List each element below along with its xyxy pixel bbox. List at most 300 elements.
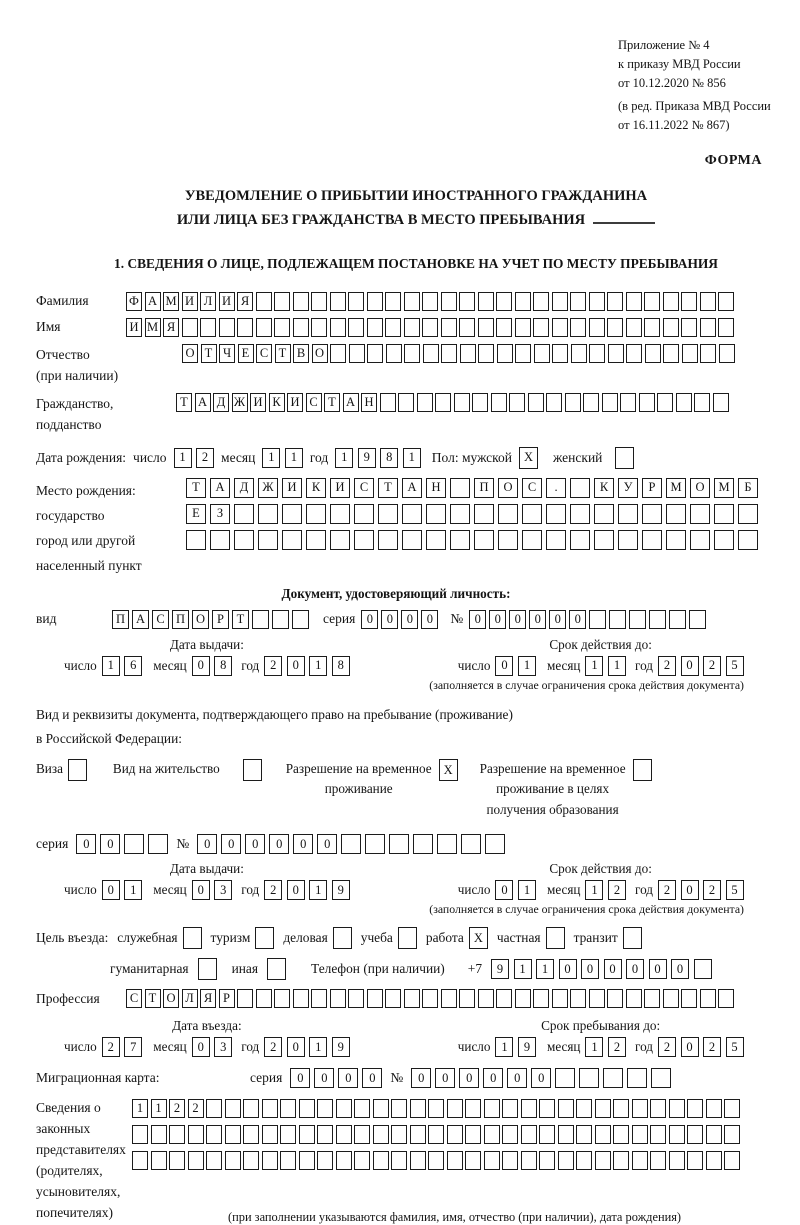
birthplace-line2-cell[interactable]	[498, 504, 518, 524]
residence-number-cell[interactable]	[389, 834, 409, 854]
birthplace-line1-cell[interactable]: Ж	[258, 478, 278, 498]
birthplace-line1-cell[interactable]: П	[474, 478, 494, 498]
stay-year-cell[interactable]: 5	[726, 1037, 744, 1057]
representatives-line3-cell[interactable]	[706, 1151, 722, 1170]
profession-cell[interactable]	[459, 989, 475, 1008]
purpose-business-checkbox-cell[interactable]	[333, 927, 352, 949]
patronymic-cell[interactable]: Т	[201, 344, 217, 363]
birthplace-line1-cell[interactable]: О	[498, 478, 518, 498]
birthplace-line3-cell[interactable]	[570, 530, 590, 550]
representatives-line2-cell[interactable]	[243, 1125, 259, 1144]
firstname-cell[interactable]	[330, 318, 346, 337]
representatives-line1-cell[interactable]	[262, 1099, 278, 1118]
birthplace-line2-cell[interactable]	[402, 504, 422, 524]
doc-number-cell[interactable]	[649, 610, 666, 629]
residence-number-cell[interactable]: 0	[197, 834, 217, 854]
migration-number-cell[interactable]: 0	[435, 1068, 455, 1088]
representatives-line1-cell[interactable]	[558, 1099, 574, 1118]
profession-cell[interactable]	[274, 989, 290, 1008]
representatives-line2-cell[interactable]	[169, 1125, 185, 1144]
representatives-line1-cell[interactable]	[280, 1099, 296, 1118]
representatives-line1-cell[interactable]	[391, 1099, 407, 1118]
entry-day-cell[interactable]: 2	[102, 1037, 120, 1057]
doc-issue-day-cell[interactable]: 1	[102, 656, 120, 676]
doc-number-cell[interactable]: 0	[469, 610, 486, 629]
citizenship-cell[interactable]	[528, 393, 544, 412]
profession-cell[interactable]	[570, 989, 586, 1008]
surname-cell[interactable]	[441, 292, 457, 311]
doc-expiry-day-cell[interactable]: 1	[518, 656, 536, 676]
firstname-cell[interactable]	[533, 318, 549, 337]
representatives-line1-cell[interactable]	[428, 1099, 444, 1118]
citizenship-cell[interactable]: Т	[324, 393, 340, 412]
firstname-cell[interactable]	[311, 318, 327, 337]
birthplace-line3-cell[interactable]	[210, 530, 230, 550]
patronymic-cell[interactable]: В	[293, 344, 309, 363]
representatives-line3-cell[interactable]	[373, 1151, 389, 1170]
representatives-line3-cell[interactable]	[169, 1151, 185, 1170]
birthplace-line2-cell[interactable]	[522, 504, 542, 524]
representatives-line1-cell[interactable]	[724, 1099, 740, 1118]
birth-year-cell[interactable]: 1	[335, 448, 353, 468]
stay-year-cell[interactable]: 0	[681, 1037, 699, 1057]
patronymic-cell[interactable]	[423, 344, 439, 363]
firstname-cell[interactable]	[496, 318, 512, 337]
doc-expiry-month-cell[interactable]: 1	[585, 656, 603, 676]
phone-number-cell[interactable]: 0	[559, 959, 577, 979]
patronymic-cell[interactable]: Т	[275, 344, 291, 363]
doc-expiry-year-cell[interactable]: 2	[658, 656, 676, 676]
birth-day-cell[interactable]: 2	[196, 448, 214, 468]
representatives-line1-cell[interactable]	[299, 1099, 315, 1118]
profession-cell[interactable]: С	[126, 989, 142, 1008]
representatives-line3-cell[interactable]	[225, 1151, 241, 1170]
migration-series-cell[interactable]: 0	[338, 1068, 358, 1088]
firstname-cell[interactable]	[404, 318, 420, 337]
birthplace-line3-cell[interactable]	[522, 530, 542, 550]
surname-cell[interactable]	[459, 292, 475, 311]
representatives-line3-cell[interactable]	[317, 1151, 333, 1170]
citizenship-cell[interactable]	[454, 393, 470, 412]
phone-number-cell[interactable]: 1	[536, 959, 554, 979]
firstname-cell[interactable]	[459, 318, 475, 337]
doc-number-cell[interactable]	[669, 610, 686, 629]
representatives-line1-cell[interactable]	[484, 1099, 500, 1118]
firstname-cell[interactable]	[256, 318, 272, 337]
birthplace-line3-cell[interactable]	[666, 530, 686, 550]
surname-cell[interactable]	[626, 292, 642, 311]
profession-cell[interactable]	[681, 989, 697, 1008]
birthplace-line1-cell[interactable]: Н	[426, 478, 446, 498]
patronymic-cell[interactable]	[441, 344, 457, 363]
surname-cell[interactable]: А	[145, 292, 161, 311]
representatives-line2-cell[interactable]	[539, 1125, 555, 1144]
surname-cell[interactable]	[274, 292, 290, 311]
residence-expiry-day-cell[interactable]: 0	[495, 880, 513, 900]
representatives-line1-cell[interactable]	[650, 1099, 666, 1118]
citizenship-cell[interactable]: Н	[361, 393, 377, 412]
firstname-cell[interactable]: М	[145, 318, 161, 337]
firstname-cell[interactable]	[552, 318, 568, 337]
birthplace-line1-cell[interactable]	[570, 478, 590, 498]
profession-cell[interactable]: Т	[145, 989, 161, 1008]
representatives-line2-cell[interactable]	[521, 1125, 537, 1144]
birthplace-line2-cell[interactable]	[666, 504, 686, 524]
profession-cell[interactable]	[607, 989, 623, 1008]
birthplace-line1-cell[interactable]: Д	[234, 478, 254, 498]
doc-issue-day-cell[interactable]: 6	[124, 656, 142, 676]
doc-expiry-year-cell[interactable]: 0	[681, 656, 699, 676]
surname-cell[interactable]: Л	[200, 292, 216, 311]
purpose-other-checkbox-cell[interactable]	[267, 958, 286, 980]
migration-number-cell[interactable]: 0	[507, 1068, 527, 1088]
doc-kind-cell[interactable]	[252, 610, 269, 629]
surname-cell[interactable]	[718, 292, 734, 311]
profession-cell[interactable]: О	[163, 989, 179, 1008]
birthplace-line2-cell[interactable]: Е	[186, 504, 206, 524]
representatives-line2-cell[interactable]	[706, 1125, 722, 1144]
profession-cell[interactable]	[256, 989, 272, 1008]
phone-number-cell[interactable]: 0	[671, 959, 689, 979]
representatives-line3-cell[interactable]	[502, 1151, 518, 1170]
residence-issue-year-cell[interactable]: 9	[332, 880, 350, 900]
surname-cell[interactable]: Ф	[126, 292, 142, 311]
firstname-cell[interactable]	[644, 318, 660, 337]
patronymic-cell[interactable]	[534, 344, 550, 363]
firstname-cell[interactable]	[718, 318, 734, 337]
representatives-line2-cell[interactable]	[132, 1125, 148, 1144]
doc-series-cell[interactable]: 0	[401, 610, 418, 629]
firstname-cell[interactable]	[607, 318, 623, 337]
representatives-line1-cell[interactable]	[447, 1099, 463, 1118]
patronymic-cell[interactable]	[552, 344, 568, 363]
profession-cell[interactable]	[441, 989, 457, 1008]
surname-cell[interactable]	[311, 292, 327, 311]
birth-year-cell[interactable]: 1	[403, 448, 421, 468]
visa-checkbox-cell[interactable]	[68, 759, 87, 781]
residence-issue-month-cell[interactable]: 3	[214, 880, 232, 900]
birthplace-line3-cell[interactable]	[234, 530, 254, 550]
temp-residence-checkbox-cell[interactable]: X	[439, 759, 458, 781]
representatives-line2-cell[interactable]	[280, 1125, 296, 1144]
surname-cell[interactable]	[644, 292, 660, 311]
patronymic-cell[interactable]	[367, 344, 383, 363]
citizenship-cell[interactable]	[602, 393, 618, 412]
representatives-line1-cell[interactable]	[613, 1099, 629, 1118]
stay-month-cell[interactable]: 1	[585, 1037, 603, 1057]
birthplace-line1-cell[interactable]: М	[666, 478, 686, 498]
residence-expiry-year-cell[interactable]: 2	[703, 880, 721, 900]
doc-number-cell[interactable]	[609, 610, 626, 629]
stay-day-cell[interactable]: 1	[495, 1037, 513, 1057]
doc-number-cell[interactable]: 0	[529, 610, 546, 629]
residence-number-cell[interactable]: 0	[317, 834, 337, 854]
sex-male-checkbox-cell[interactable]: X	[519, 447, 538, 469]
birthplace-line1-cell[interactable]: С	[522, 478, 542, 498]
birthplace-line3-cell[interactable]	[378, 530, 398, 550]
birthplace-line1-cell[interactable]: И	[330, 478, 350, 498]
representatives-line3-cell[interactable]	[447, 1151, 463, 1170]
firstname-cell[interactable]	[681, 318, 697, 337]
representatives-line2-cell[interactable]	[151, 1125, 167, 1144]
phone-number-cell[interactable]: 0	[626, 959, 644, 979]
migration-series-cell[interactable]: 0	[362, 1068, 382, 1088]
doc-expiry-month-cell[interactable]: 1	[608, 656, 626, 676]
surname-cell[interactable]	[552, 292, 568, 311]
entry-year-cell[interactable]: 9	[332, 1037, 350, 1057]
representatives-line2-cell[interactable]	[188, 1125, 204, 1144]
citizenship-cell[interactable]	[676, 393, 692, 412]
firstname-cell[interactable]	[441, 318, 457, 337]
representatives-line1-cell[interactable]	[336, 1099, 352, 1118]
doc-issue-year-cell[interactable]: 1	[309, 656, 327, 676]
representatives-line3-cell[interactable]	[484, 1151, 500, 1170]
representatives-line3-cell[interactable]	[188, 1151, 204, 1170]
representatives-line1-cell[interactable]: 1	[132, 1099, 148, 1118]
surname-cell[interactable]	[330, 292, 346, 311]
phone-number-cell[interactable]	[694, 959, 712, 979]
firstname-cell[interactable]	[663, 318, 679, 337]
profession-cell[interactable]	[293, 989, 309, 1008]
surname-cell[interactable]	[422, 292, 438, 311]
patronymic-cell[interactable]: Ч	[219, 344, 235, 363]
surname-cell[interactable]	[533, 292, 549, 311]
representatives-line2-cell[interactable]	[336, 1125, 352, 1144]
representatives-line3-cell[interactable]	[428, 1151, 444, 1170]
migration-number-cell[interactable]	[627, 1068, 647, 1088]
birthplace-line2-cell[interactable]	[642, 504, 662, 524]
entry-year-cell[interactable]: 0	[287, 1037, 305, 1057]
profession-cell[interactable]	[626, 989, 642, 1008]
birthplace-line1-cell[interactable]: Р	[642, 478, 662, 498]
profession-cell[interactable]	[311, 989, 327, 1008]
doc-kind-cell[interactable]: Р	[212, 610, 229, 629]
representatives-line1-cell[interactable]	[687, 1099, 703, 1118]
representatives-line3-cell[interactable]	[391, 1151, 407, 1170]
representatives-line3-cell[interactable]	[632, 1151, 648, 1170]
patronymic-cell[interactable]	[478, 344, 494, 363]
birth-month-cell[interactable]: 1	[262, 448, 280, 468]
citizenship-cell[interactable]: К	[269, 393, 285, 412]
birthplace-line1-cell[interactable]: И	[282, 478, 302, 498]
representatives-line3-cell[interactable]	[724, 1151, 740, 1170]
residence-issue-year-cell[interactable]: 0	[287, 880, 305, 900]
representatives-line1-cell[interactable]: 2	[188, 1099, 204, 1118]
doc-number-cell[interactable]: 0	[569, 610, 586, 629]
birthplace-line1-cell[interactable]: Т	[378, 478, 398, 498]
representatives-line2-cell[interactable]	[317, 1125, 333, 1144]
birthplace-line3-cell[interactable]	[186, 530, 206, 550]
patronymic-cell[interactable]	[719, 344, 735, 363]
profession-cell[interactable]	[644, 989, 660, 1008]
phone-number-cell[interactable]: 0	[649, 959, 667, 979]
patronymic-cell[interactable]	[626, 344, 642, 363]
profession-cell[interactable]	[348, 989, 364, 1008]
doc-kind-cell[interactable]: П	[172, 610, 189, 629]
residence-expiry-month-cell[interactable]: 1	[585, 880, 603, 900]
profession-cell[interactable]	[663, 989, 679, 1008]
birthplace-line1-cell[interactable]: К	[594, 478, 614, 498]
birthplace-line3-cell[interactable]	[474, 530, 494, 550]
birthplace-line1-cell[interactable]: .	[546, 478, 566, 498]
residence-expiry-month-cell[interactable]: 2	[608, 880, 626, 900]
citizenship-cell[interactable]: И	[250, 393, 266, 412]
representatives-line3-cell[interactable]	[299, 1151, 315, 1170]
temp-residence-edu-checkbox-cell[interactable]	[633, 759, 652, 781]
representatives-line2-cell[interactable]	[465, 1125, 481, 1144]
residence-series-cell[interactable]: 0	[76, 834, 96, 854]
citizenship-cell[interactable]	[694, 393, 710, 412]
representatives-line3-cell[interactable]	[576, 1151, 592, 1170]
residence-series-cell[interactable]	[124, 834, 144, 854]
residence-issue-day-cell[interactable]: 0	[102, 880, 120, 900]
representatives-line2-cell[interactable]	[206, 1125, 222, 1144]
surname-cell[interactable]	[607, 292, 623, 311]
representatives-line2-cell[interactable]	[724, 1125, 740, 1144]
representatives-line3-cell[interactable]	[613, 1151, 629, 1170]
profession-cell[interactable]: Я	[200, 989, 216, 1008]
birthplace-line2-cell[interactable]	[330, 504, 350, 524]
birthplace-line1-cell[interactable]: А	[210, 478, 230, 498]
doc-expiry-year-cell[interactable]: 5	[726, 656, 744, 676]
patronymic-cell[interactable]	[404, 344, 420, 363]
representatives-line1-cell[interactable]	[706, 1099, 722, 1118]
representatives-line3-cell[interactable]	[669, 1151, 685, 1170]
birthplace-line3-cell[interactable]	[618, 530, 638, 550]
birthplace-line2-cell[interactable]	[426, 504, 446, 524]
birthplace-line2-cell[interactable]	[738, 504, 758, 524]
entry-year-cell[interactable]: 2	[264, 1037, 282, 1057]
representatives-line2-cell[interactable]	[484, 1125, 500, 1144]
surname-cell[interactable]	[663, 292, 679, 311]
surname-cell[interactable]	[348, 292, 364, 311]
citizenship-cell[interactable]	[491, 393, 507, 412]
residence-series-cell[interactable]: 0	[100, 834, 120, 854]
purpose-official-checkbox-cell[interactable]	[183, 927, 202, 949]
residence-number-cell[interactable]	[461, 834, 481, 854]
representatives-line3-cell[interactable]	[262, 1151, 278, 1170]
purpose-tourism-checkbox-cell[interactable]	[255, 927, 274, 949]
citizenship-cell[interactable]	[657, 393, 673, 412]
birthplace-line2-cell[interactable]	[354, 504, 374, 524]
representatives-line3-cell[interactable]	[243, 1151, 259, 1170]
firstname-cell[interactable]: И	[126, 318, 142, 337]
entry-month-cell[interactable]: 0	[192, 1037, 210, 1057]
doc-kind-cell[interactable]: П	[112, 610, 129, 629]
firstname-cell[interactable]	[515, 318, 531, 337]
birthplace-line2-cell[interactable]	[450, 504, 470, 524]
profession-cell[interactable]	[515, 989, 531, 1008]
surname-cell[interactable]: М	[163, 292, 179, 311]
migration-number-cell[interactable]	[651, 1068, 671, 1088]
profession-cell[interactable]	[496, 989, 512, 1008]
firstname-cell[interactable]	[589, 318, 605, 337]
doc-kind-cell[interactable]: А	[132, 610, 149, 629]
entry-day-cell[interactable]: 7	[124, 1037, 142, 1057]
doc-number-cell[interactable]	[589, 610, 606, 629]
profession-cell[interactable]	[589, 989, 605, 1008]
representatives-line2-cell[interactable]	[502, 1125, 518, 1144]
representatives-line3-cell[interactable]	[558, 1151, 574, 1170]
stay-year-cell[interactable]: 2	[658, 1037, 676, 1057]
birthplace-line1-cell[interactable]: А	[402, 478, 422, 498]
residence-number-cell[interactable]: 0	[269, 834, 289, 854]
doc-kind-cell[interactable]	[272, 610, 289, 629]
migration-series-cell[interactable]: 0	[314, 1068, 334, 1088]
phone-number-cell[interactable]: 0	[581, 959, 599, 979]
residence-expiry-year-cell[interactable]: 5	[726, 880, 744, 900]
profession-cell[interactable]	[422, 989, 438, 1008]
representatives-line3-cell[interactable]	[465, 1151, 481, 1170]
profession-cell[interactable]	[478, 989, 494, 1008]
representatives-line3-cell[interactable]	[132, 1151, 148, 1170]
doc-kind-cell[interactable]	[292, 610, 309, 629]
migration-number-cell[interactable]: 0	[411, 1068, 431, 1088]
birthplace-line2-cell[interactable]	[570, 504, 590, 524]
representatives-line2-cell[interactable]	[262, 1125, 278, 1144]
representatives-line1-cell[interactable]	[632, 1099, 648, 1118]
representatives-line2-cell[interactable]	[558, 1125, 574, 1144]
profession-cell[interactable]: Л	[182, 989, 198, 1008]
phone-number-cell[interactable]: 9	[491, 959, 509, 979]
birthplace-line3-cell[interactable]	[498, 530, 518, 550]
citizenship-cell[interactable]: Т	[176, 393, 192, 412]
birthplace-line3-cell[interactable]	[690, 530, 710, 550]
patronymic-cell[interactable]	[608, 344, 624, 363]
migration-number-cell[interactable]	[555, 1068, 575, 1088]
birthplace-line3-cell[interactable]	[594, 530, 614, 550]
birthplace-line1-cell[interactable]: Б	[738, 478, 758, 498]
profession-cell[interactable]	[700, 989, 716, 1008]
citizenship-cell[interactable]	[435, 393, 451, 412]
birth-month-cell[interactable]: 1	[285, 448, 303, 468]
birthplace-line3-cell[interactable]	[402, 530, 422, 550]
doc-issue-month-cell[interactable]: 8	[214, 656, 232, 676]
surname-cell[interactable]	[385, 292, 401, 311]
patronymic-cell[interactable]	[682, 344, 698, 363]
residence-number-cell[interactable]	[413, 834, 433, 854]
birthplace-line3-cell[interactable]	[714, 530, 734, 550]
residence-number-cell[interactable]	[485, 834, 505, 854]
firstname-cell[interactable]	[274, 318, 290, 337]
birthplace-line3-cell[interactable]	[738, 530, 758, 550]
representatives-line1-cell[interactable]	[539, 1099, 555, 1118]
surname-cell[interactable]	[700, 292, 716, 311]
representatives-line1-cell[interactable]	[502, 1099, 518, 1118]
purpose-transit-checkbox-cell[interactable]	[623, 927, 642, 949]
representatives-line3-cell[interactable]	[539, 1151, 555, 1170]
surname-cell[interactable]	[293, 292, 309, 311]
residence-number-cell[interactable]	[341, 834, 361, 854]
representatives-line3-cell[interactable]	[595, 1151, 611, 1170]
birthplace-line3-cell[interactable]	[330, 530, 350, 550]
representatives-line1-cell[interactable]: 2	[169, 1099, 185, 1118]
firstname-cell[interactable]: Я	[163, 318, 179, 337]
residence-number-cell[interactable]	[437, 834, 457, 854]
citizenship-cell[interactable]	[546, 393, 562, 412]
doc-expiry-day-cell[interactable]: 0	[495, 656, 513, 676]
birthplace-line1-cell[interactable]: У	[618, 478, 638, 498]
surname-cell[interactable]	[515, 292, 531, 311]
citizenship-cell[interactable]	[565, 393, 581, 412]
doc-issue-month-cell[interactable]: 0	[192, 656, 210, 676]
representatives-line2-cell[interactable]	[373, 1125, 389, 1144]
citizenship-cell[interactable]	[639, 393, 655, 412]
representatives-line2-cell[interactable]	[391, 1125, 407, 1144]
doc-kind-cell[interactable]: Т	[232, 610, 249, 629]
doc-series-cell[interactable]: 0	[361, 610, 378, 629]
surname-cell[interactable]	[570, 292, 586, 311]
